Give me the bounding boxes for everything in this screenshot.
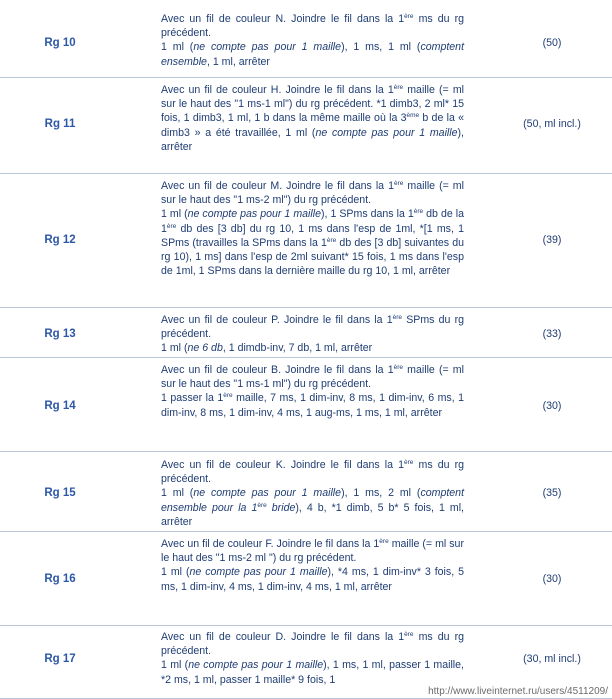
instruction-line: 1 ml (ne compte pas pour 1 maille), 1 ms, 1 ml (comptent ensemble, 1 ml, arrêter	[161, 41, 465, 68]
ordinal-superscript: ère	[257, 501, 267, 509]
row-instructions	[161, 83, 464, 154]
ordinal-superscript: ère	[393, 364, 404, 371]
row-10	[0, 0, 612, 78]
instruction-line: Avec un fil de couleur N. Joindre le fil dans la 1ère ms du rg précédent.	[161, 13, 464, 40]
italic-note: ne compte pas pour 1 maille	[187, 208, 321, 221]
row-instructions	[161, 179, 464, 278]
ordinal-superscript: ère	[392, 314, 403, 321]
row-13	[0, 308, 612, 358]
instruction-line: 1 ml (ne compte pas pour 1 maille), 1 ms, 1 ml, passer 1 maille, *2 ms, 1 ml, passer 1 maille* 9 fois, 1	[161, 659, 465, 686]
ordinal-superscript: ère	[166, 222, 177, 230]
ordinal-superscript: ère	[393, 180, 404, 187]
instruction-line: 1 ml (ne compte pas pour 1 maille), 1 ms, 2 ml (comptent ensemble pour la 1ère bride), 4 b, *1 dimb, 5 b* 5 fois, 1 ml, arrêter	[161, 487, 465, 528]
row-stitch-count: (30)	[542, 400, 562, 412]
italic-note: ne compte pas pour 1 maille	[315, 126, 458, 139]
row-instructions	[161, 630, 464, 687]
italic-note: comptent ensemble	[161, 41, 465, 68]
row-14	[0, 358, 612, 452]
italic-note: ne compte pas pour 1 maille	[193, 41, 342, 54]
row-label: Rg 11	[44, 118, 76, 130]
row-instructions	[161, 363, 464, 420]
ordinal-superscript: ère	[404, 631, 414, 638]
italic-note: ne compte pas pour 1 maille	[193, 487, 342, 500]
row-instructions	[161, 313, 464, 356]
row-stitch-count: (50)	[542, 37, 562, 49]
row-label: Rg 13	[44, 328, 76, 340]
instruction-line: 1 ml (ne 6 db, 1 dimdb-inv, 7 db, 1 ml, arrêter	[161, 342, 373, 355]
row-label: Rg 15	[44, 487, 76, 499]
row-label: Rg 17	[44, 653, 76, 665]
ordinal-superscript: ère	[393, 84, 404, 91]
italic-note: bride	[266, 501, 296, 514]
instruction-line: Avec un fil de couleur B. Joindre le fil dans la 1ère maille (= ml sur le haut des "1 ms-1 ml") du rg précédent.	[161, 364, 464, 391]
row-stitch-count: (30, ml incl.)	[523, 653, 581, 665]
watermark-url: http://www.liveinternet.ru/users/4511209/	[428, 686, 608, 697]
italic-note: ne 6 db	[187, 342, 223, 355]
row-label: Rg 12	[44, 234, 76, 246]
instruction-line: Avec un fil de couleur D. Joindre le fil dans la 1ère ms du rg précédent.	[161, 631, 464, 658]
instruction-line: Avec un fil de couleur H. Joindre le fil dans la 1ère maille (= ml sur le haut des "1 ms-1 ml") du rg précédent. *1 dimb3, 2 ml* 15 fois, 1 dimb3, 1 ml, 1 b dans la même maille où la 3ème b de la « dimb3 » a été travaillée, 1 ml (ne compte pas pour 1 maille), arrêter	[161, 84, 465, 153]
row-16	[0, 532, 612, 626]
row-15	[0, 452, 612, 532]
row-11	[0, 78, 612, 174]
instruction-line: 1 ml (ne compte pas pour 1 maille), 1 SPms dans la 1ère db de la 1ère db des [3 db] du rg 10, 1 ms dans l'esp de 1ml, *[1 ms, 1 SPms (travailles la SPms dans la 1ère db des [3 db] suivantes du rg 10), 1 ms] dans l'esp de 2ml suivant* 15 fois, 1 ms dans l'esp de 1ml, 1 SPms dans la dernière maille du rg 10, 1 ml, arrêter	[161, 208, 464, 278]
instruction-line: 1 ml (ne compte pas pour 1 maille), *4 ms, 1 dim-inv* 3 fois, 5 ms, 1 dim-inv, 4 ms, 1 dim-inv, 4 ms, 1 ml, arrêter	[161, 566, 464, 593]
italic-note: ne compte pas pour 1 maille	[189, 566, 328, 579]
ordinal-superscript: ère	[404, 459, 414, 466]
instruction-line: Avec un fil de couleur F. Joindre le fil dans la 1ère maille (= ml sur le haut des "1 ms-2 ml ") du rg précédent.	[161, 538, 464, 565]
ordinal-superscript: ème	[406, 112, 420, 120]
row-instructions	[161, 537, 464, 594]
ordinal-superscript: ère	[326, 236, 337, 244]
ordinal-superscript: ère	[379, 538, 389, 545]
row-stitch-count: (30)	[542, 573, 562, 585]
ordinal-superscript: ère	[413, 208, 424, 216]
row-instructions	[161, 12, 464, 69]
row-stitch-count: (50, ml incl.)	[523, 118, 581, 130]
instruction-line: Avec un fil de couleur M. Joindre le fil dans la 1ère maille (= ml sur le haut des "1 ms-2 ml") du rg précédent.	[161, 180, 464, 207]
row-12	[0, 174, 612, 308]
row-instructions	[161, 458, 464, 529]
row-label: Rg 14	[44, 400, 76, 412]
row-label: Rg 10	[44, 37, 76, 49]
row-stitch-count: (35)	[542, 487, 562, 499]
instruction-line: 1 passer la 1ère maille, 7 ms, 1 dim-inv, 8 ms, 1 dim-inv, 6 ms, 1 dim-inv, 8 ms, 1 dim-inv, 4 ms, 1 aug-ms, 1 ms, 1 ml, arrêter	[161, 392, 464, 419]
row-label: Rg 16	[44, 573, 76, 585]
ordinal-superscript: ère	[404, 13, 414, 20]
italic-note: ne compte pas pour 1 maille	[188, 659, 324, 672]
row-stitch-count: (33)	[542, 328, 562, 340]
ordinal-superscript: ère	[223, 392, 233, 400]
row-stitch-count: (39)	[542, 234, 562, 246]
instruction-line: Avec un fil de couleur K. Joindre le fil dans la 1ère ms du rg précédent.	[161, 459, 464, 486]
italic-note: comptent ensemble pour la 1	[161, 487, 465, 514]
instruction-line: Avec un fil de couleur P. Joindre le fil dans la 1ère SPms du rg précédent.	[161, 314, 464, 341]
